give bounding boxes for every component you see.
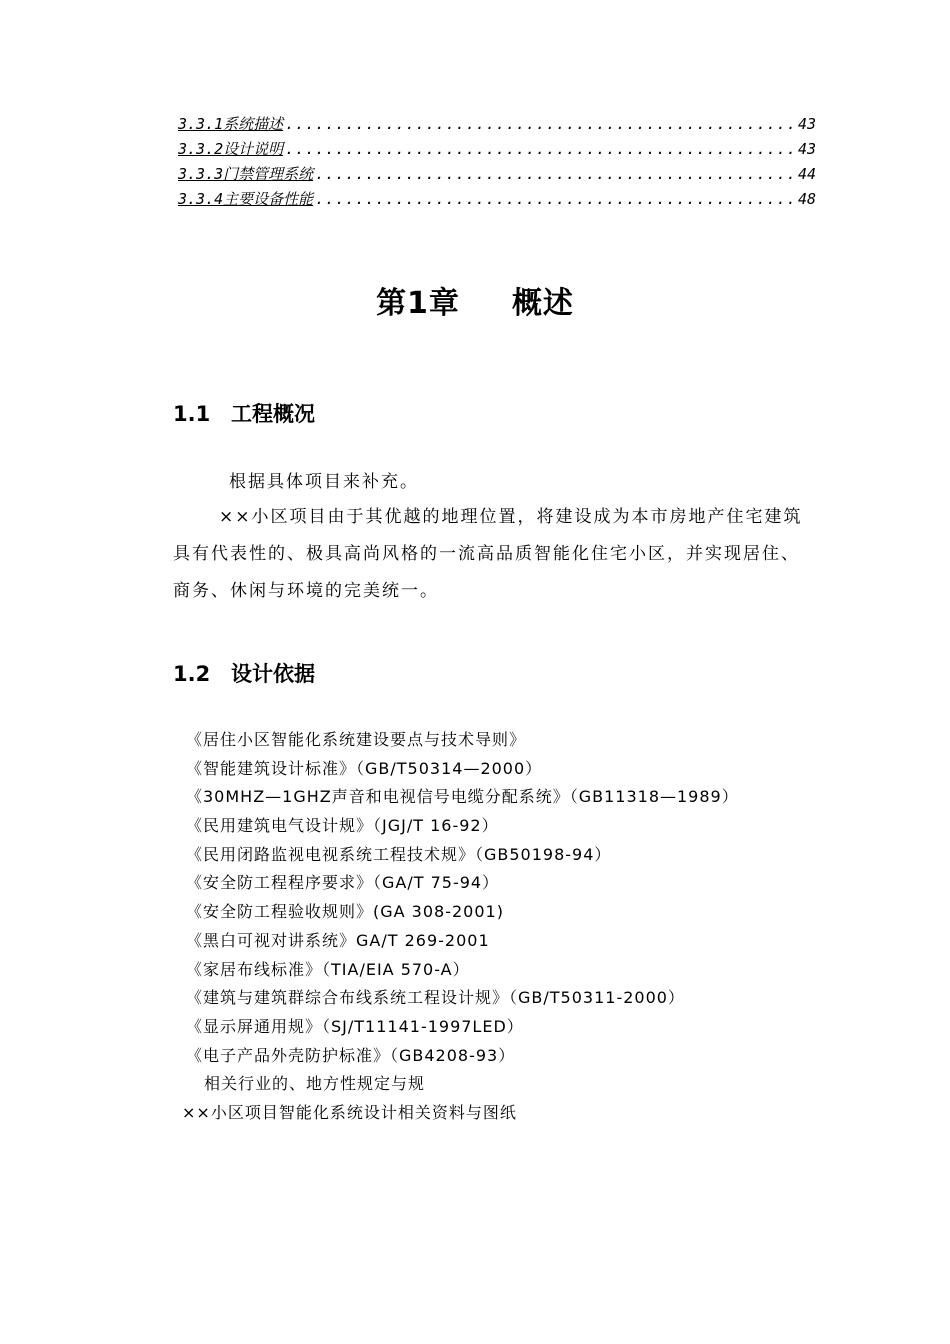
toc-entry[interactable] (178, 138, 816, 163)
reference-item: 《民用闭路监视电视系统工程技术规》（GB50198-94） (186, 844, 612, 864)
section-title: 设计依据 (231, 662, 315, 686)
overview-line-2: ××小区项目由于其优越的地理位置，将建设成为本市房地产住宅建筑具有代表性的、极具高尚风格的一流高品质智能化住宅小区，并实现居住、商务、休闲与环境的完美统一。 (173, 507, 803, 601)
reference-list (182, 726, 739, 1128)
toc-leader-dots (285, 140, 796, 158)
reference-item: 《黑白可视对讲系统》GA/T 269-2001 (186, 930, 490, 950)
toc-entry-page: 48 (797, 190, 816, 208)
toc-leader-dots (285, 115, 796, 133)
toc-entry-title[interactable]: 3.3.2设计说明 (178, 140, 284, 158)
toc-entry-page: 44 (797, 165, 816, 183)
overview-line-1: 根据具体项目来补充。 (229, 472, 419, 492)
toc-entry[interactable] (178, 188, 816, 213)
reference-item: 相关行业的、地方性规定与规 (204, 1074, 426, 1094)
section-number: 1.1 (173, 402, 211, 426)
reference-item: ××小区项目智能化系统设计相关资料与图纸 (182, 1102, 517, 1122)
section-number: 1.2 (173, 662, 211, 686)
toc-entry-title[interactable]: 3.3.3门禁管理系统 (178, 165, 314, 183)
toc-leader-dots (315, 165, 796, 183)
toc-entry-page: 43 (797, 140, 816, 158)
toc-entry-title[interactable]: 3.3.1系统描述 (178, 115, 284, 133)
toc-entry[interactable] (178, 113, 816, 138)
toc-leader-dots (315, 190, 796, 208)
overview-paragraph-1 (173, 464, 813, 501)
table-of-contents (178, 113, 816, 213)
reference-item: 《30MHZ—1GHZ声音和电视信号电缆分配系统》（GB11318—1989） (186, 787, 739, 807)
reference-item: 《民用建筑电气设计规》（JGJ/T 16-92） (186, 816, 499, 836)
reference-item: 《安全防工程验收规则》(GA 308-2001) (186, 902, 504, 922)
reference-item: 《安全防工程程序要求》（GA/T 75-94） (186, 873, 500, 893)
reference-item: 《建筑与建筑群综合布线系统工程设计规》（GB/T50311-2000） (186, 988, 685, 1008)
section-heading-1-2 (173, 658, 315, 688)
reference-item: 《智能建筑设计标准》（GB/T50314—2000） (186, 758, 543, 778)
chapter-name: 概述 (511, 286, 574, 321)
reference-item: 《显示屏通用规》（SJ/T11141-1997LED） (186, 1016, 524, 1036)
overview-paragraph-2 (173, 499, 813, 610)
chapter-number: 第1章 (376, 286, 460, 321)
section-heading-1-1 (173, 398, 315, 428)
reference-item: 《家居布线标准》（TIA/EIA 570-A） (186, 959, 470, 979)
toc-entry-page: 43 (797, 115, 816, 133)
reference-item: 《居住小区智能化系统建设要点与技术导则》 (186, 730, 527, 749)
toc-entry-title[interactable]: 3.3.4主要设备性能 (178, 190, 314, 208)
section-title: 工程概况 (231, 402, 315, 426)
chapter-title (0, 278, 950, 322)
reference-item: 《电子产品外壳防护标准》（GB4208-93） (186, 1045, 516, 1065)
toc-entry[interactable] (178, 163, 816, 188)
